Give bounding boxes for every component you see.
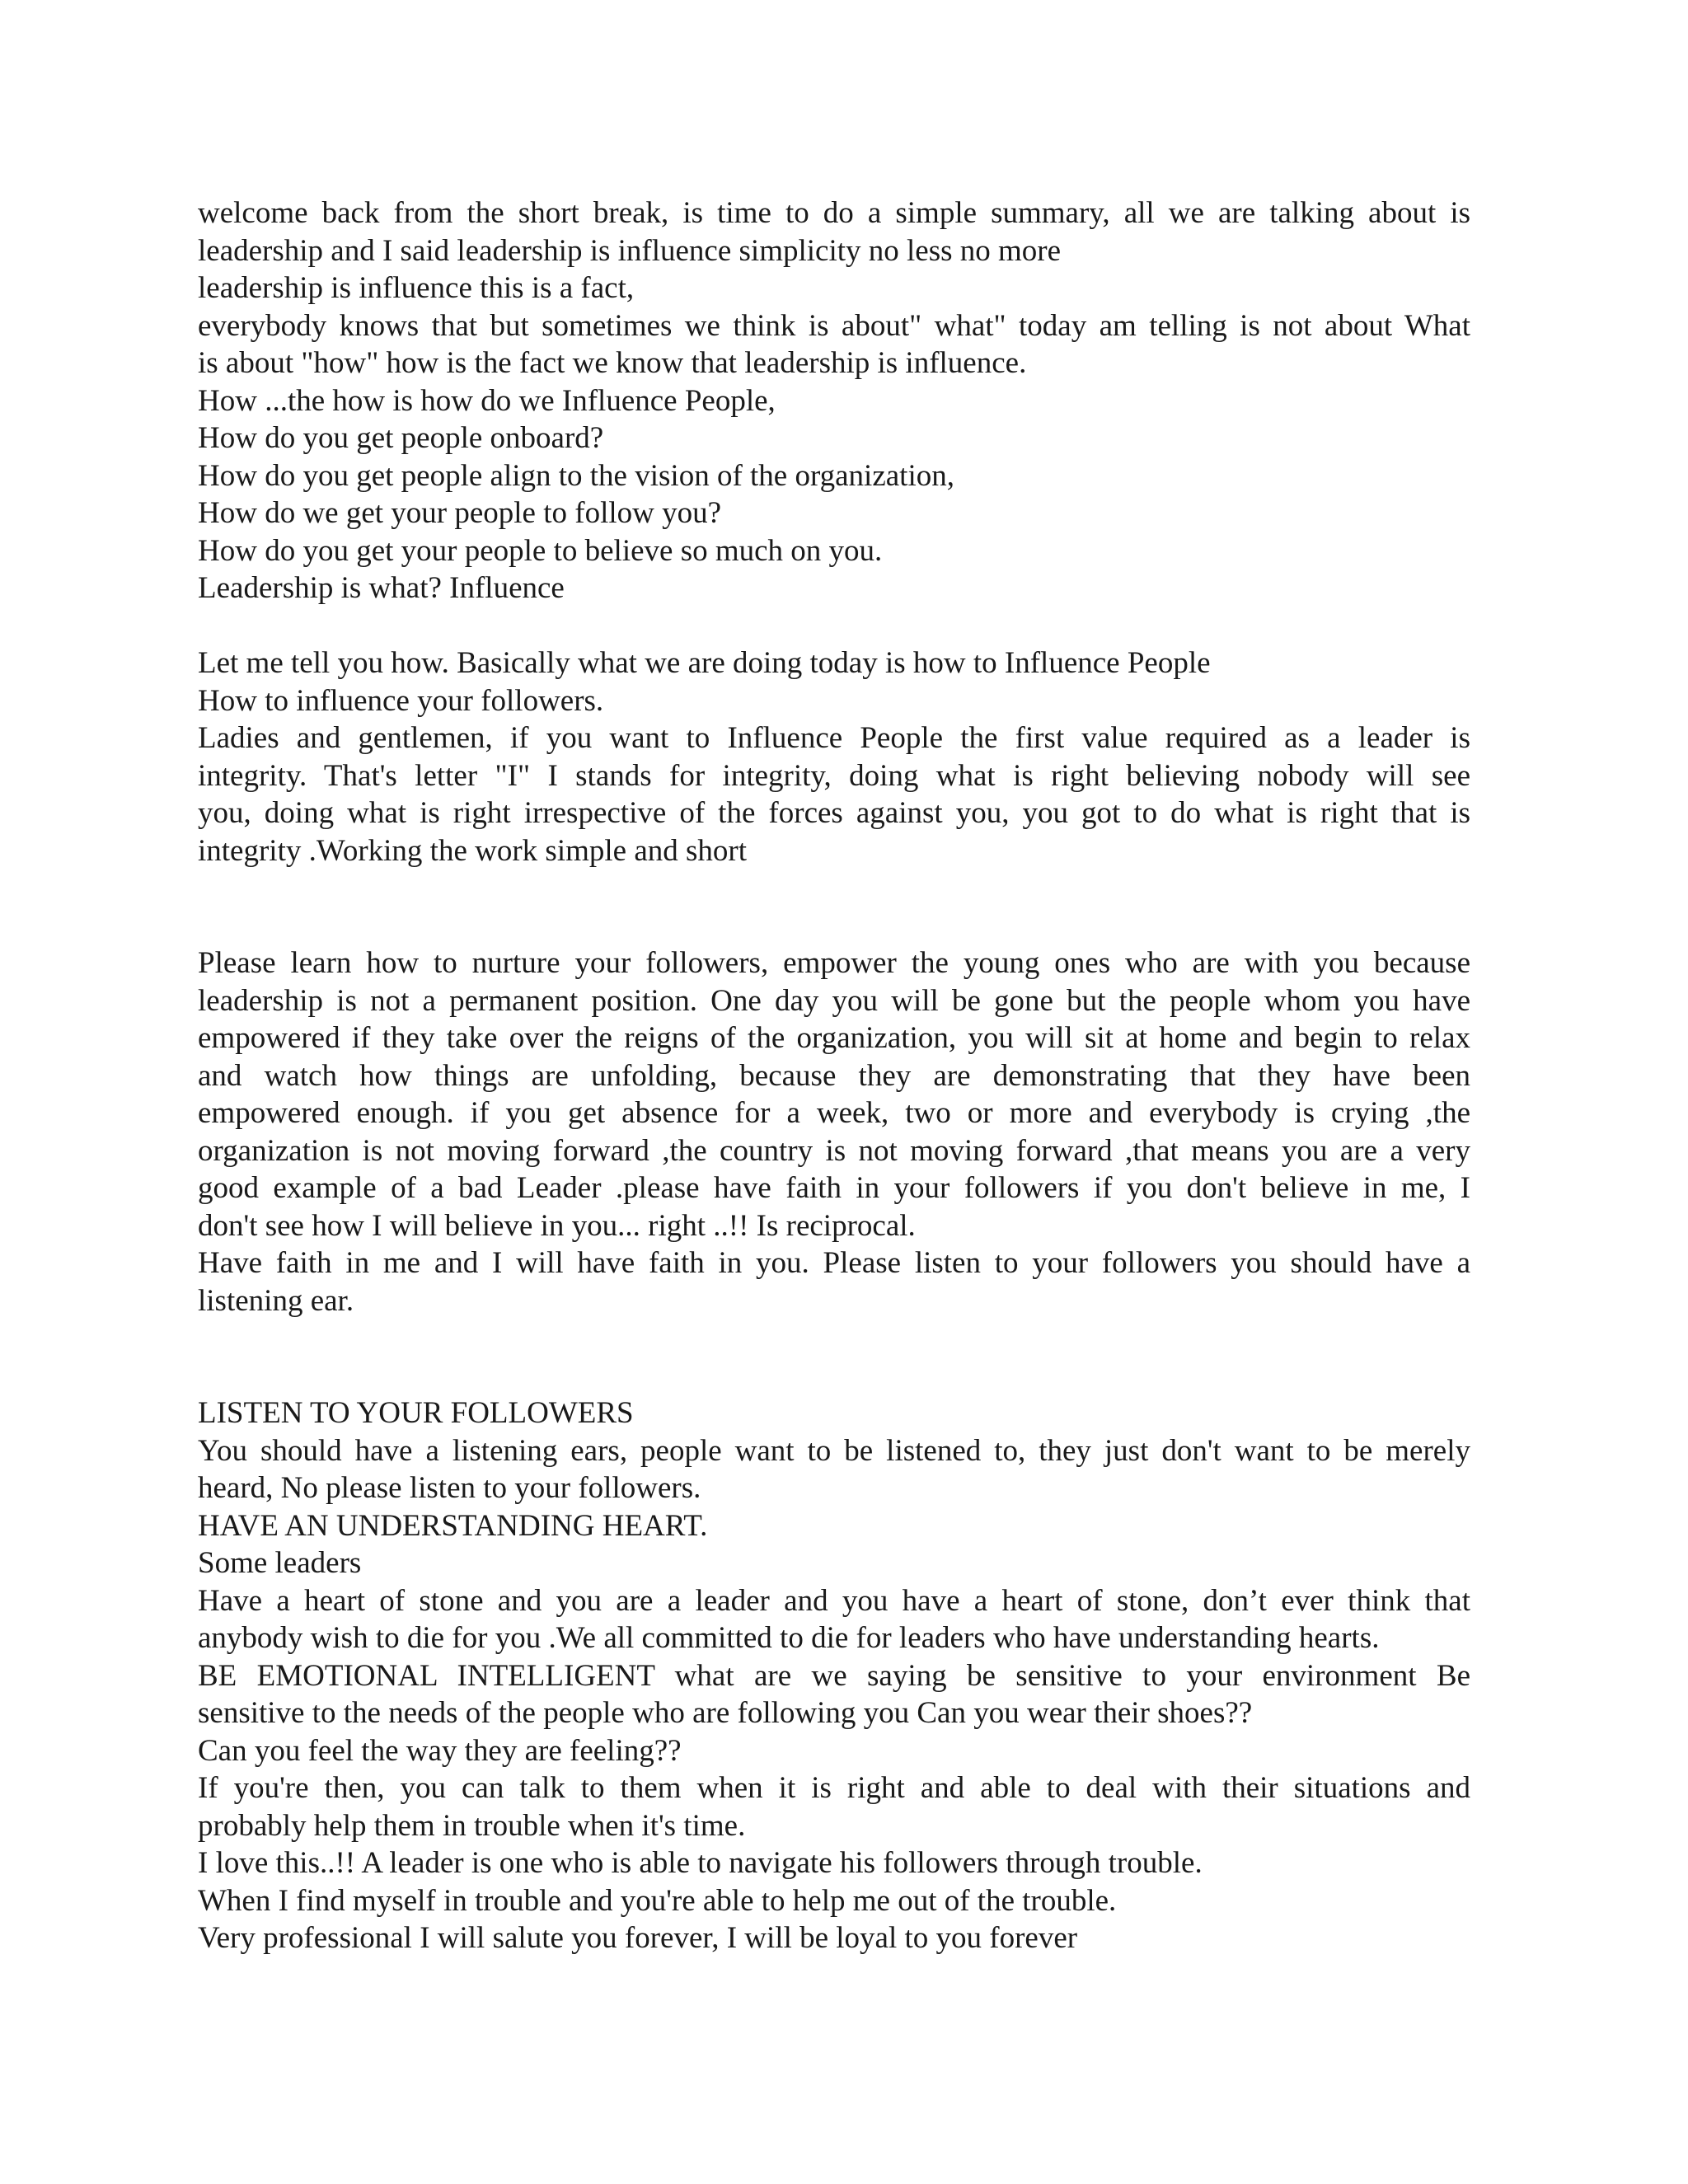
paragraph-gap: [198, 1319, 1470, 1394]
paragraph: [198, 1394, 1470, 1957]
text-line: Have a heart of stone and you are a leader and you have a heart of stone, don’t ever think that: [198, 1583, 1470, 1618]
text-line: LISTEN TO YOUR FOLLOWERS: [198, 1396, 634, 1430]
paragraph: [198, 382, 1470, 607]
paragraph: [198, 644, 1470, 719]
text-line: organization is not moving forward ,the country is not moving forward ,that means you are a very: [198, 1133, 1470, 1168]
text-line: Some leaders: [198, 1546, 362, 1580]
text-line: How do we get your people to follow you?: [198, 496, 722, 530]
text-line: Please learn how to nurture your followers, empower the young ones who are with you because: [198, 946, 1470, 980]
text-line: Can you feel the way they are feeling??: [198, 1733, 682, 1768]
text-line: listening ear.: [198, 1283, 354, 1318]
text-line: sensitive to the needs of the people who are following you Can you wear their shoes??: [198, 1696, 1253, 1730]
text-line: is about "how" how is the fact we know that leadership is influence.: [198, 346, 1027, 380]
text-line: Ladies and gentlemen, if you want to Influence People the first value required as a leader is: [198, 721, 1470, 755]
paragraph: [198, 194, 1470, 269]
text-line: How ...the how is how do we Influence People,: [198, 383, 776, 418]
text-line: leadership and I said leadership is influence simplicity no less no more: [198, 233, 1062, 268]
text-line: everybody knows that but sometimes we think is about" what" today am telling is not about What: [198, 308, 1470, 343]
text-line: HAVE AN UNDERSTANDING HEART.: [198, 1508, 708, 1543]
text-line: and watch how things are unfolding, because they are demonstrating that they have been: [198, 1058, 1470, 1093]
paragraph: [198, 719, 1470, 869]
paragraph: [198, 944, 1470, 1244]
text-line: If you're then, you can talk to them when it is right and able to deal with their situations and: [198, 1771, 1470, 1805]
text-line: Leadership is what? Influence: [198, 571, 565, 605]
text-line: empowered enough. if you get absence for a week, two or more and everybody is crying ,the: [198, 1096, 1470, 1130]
text-line: How to influence your followers.: [198, 683, 604, 718]
text-line: When I find myself in trouble and you're able to help me out of the trouble.: [198, 1883, 1117, 1918]
text-line: anybody wish to die for you .We all committed to die for leaders who have understanding hearts.: [198, 1621, 1380, 1655]
text-line: leadership is not a permanent position. One day you will be gone but the people whom you have: [198, 983, 1470, 1018]
text-line: integrity. That's letter "I" I stands for integrity, doing what is right believing nobody will see: [198, 758, 1470, 793]
text-line: heard, No please listen to your followers.: [198, 1471, 701, 1505]
paragraph-gap: [198, 869, 1470, 944]
text-line: Have faith in me and I will have faith in you. Please listen to your followers you should have a: [198, 1246, 1470, 1280]
paragraph-gap: [198, 607, 1470, 645]
text-line: welcome back from the short break, is time to do a simple summary, all we are talking about is: [198, 196, 1470, 230]
text-line: empowered if they take over the reigns of the organization, you will sit at home and begin to relax: [198, 1021, 1470, 1055]
text-line: Very professional I will salute you forever, I will be loyal to you forever: [198, 1921, 1078, 1955]
text-line: BE EMOTIONAL INTELLIGENT what are we saying be sensitive to your environment Be: [198, 1658, 1470, 1693]
document-page: [198, 194, 1470, 1957]
text-line: you, doing what is right irrespective of the forces against you, you got to do what is right that is: [198, 796, 1470, 830]
text-line: Let me tell you how. Basically what we are doing today is how to Influence People: [198, 646, 1211, 680]
text-line: You should have a listening ears, people want to be listened to, they just don't want to be merely: [198, 1433, 1470, 1468]
text-line: How do you get people align to the vision of the organization,: [198, 458, 954, 493]
text-line: don't see how I will believe in you... right ..!! Is reciprocal.: [198, 1208, 916, 1243]
paragraph: [198, 307, 1470, 382]
paragraph: [198, 269, 1470, 307]
paragraph: [198, 1244, 1470, 1319]
text-line: integrity .Working the work simple and short: [198, 833, 747, 868]
text-line: good example of a bad Leader .please have faith in your followers if you don't believe in me, I: [198, 1171, 1470, 1205]
text-line: I love this..!! A leader is one who is able to navigate his followers through trouble.: [198, 1846, 1203, 1880]
text-line: leadership is influence this is a fact,: [198, 271, 635, 305]
text-line: probably help them in trouble when it's time.: [198, 1808, 746, 1843]
text-line: How do you get people onboard?: [198, 421, 604, 455]
text-line: How do you get your people to believe so much on you.: [198, 533, 883, 568]
